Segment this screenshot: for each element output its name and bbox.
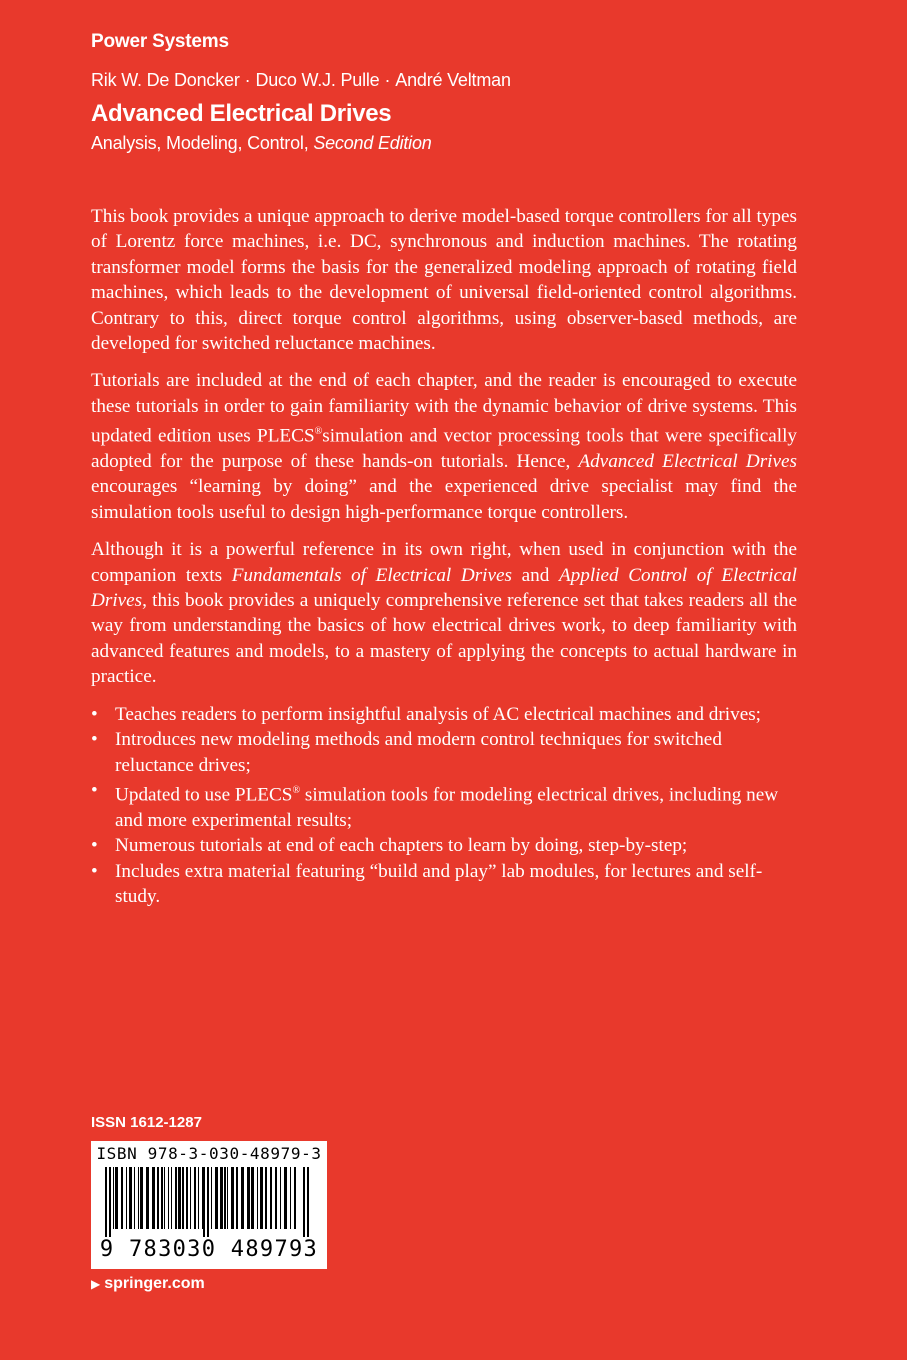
feature-list-item (91, 859, 797, 910)
barcode-bar (215, 1167, 218, 1229)
barcode-bar (303, 1167, 305, 1237)
arrow-right-icon: ▶ (91, 1277, 101, 1291)
bullet-icon: • (91, 703, 98, 725)
isbn-barcode (91, 1141, 327, 1269)
barcode-bar (152, 1167, 155, 1229)
feature-text: simulation tools for modeling electrical drives, including new and more experimental results; (115, 784, 779, 831)
barcode-bar (146, 1167, 149, 1229)
barcode-bar (290, 1167, 291, 1229)
description-paragraph (91, 368, 797, 525)
registered-mark: ® (314, 426, 323, 438)
paragraph-text: , this book provides a uniquely comprehensive reference set that takes readers all the way from understanding the basics of how electrical drives work, to deep familiarity with advanced features and models, to a mastery of applying the concepts to actual hardware in practice. (91, 590, 797, 688)
edition-text: Second Edition (313, 133, 432, 153)
barcode-bar (211, 1167, 212, 1229)
isbn-label: ISBN 978-3-030-48979-3 (96, 1144, 322, 1163)
barcode-bar (134, 1167, 135, 1229)
barcode-bar (203, 1167, 205, 1237)
barcode-bar (307, 1167, 309, 1237)
feature-list-item (91, 778, 797, 833)
barcode-bar (164, 1167, 165, 1229)
bullet-icon: • (91, 729, 98, 751)
feature-text: Includes extra material featuring “build and play” lab modules, for lectures and self-study. (115, 860, 763, 907)
barcode-bar (247, 1167, 250, 1229)
barcode-bar (190, 1167, 191, 1229)
barcode-bar (231, 1167, 234, 1229)
barcode-bar (182, 1167, 184, 1229)
feature-list-item (91, 833, 797, 858)
author-separator: · (244, 70, 251, 90)
author-name: Rik W. De Doncker (91, 70, 240, 90)
barcode-bar (194, 1167, 196, 1229)
description-paragraph: This book provides a unique approach to derive model-based torque controllers for all types of Lorentz force machines, i.e. DC, synchronous and induction machines. The rotating transformer model forms the basis for the generalized modeling approach of rotating field machines, which leads to the development of universal field-oriented control algorithms. Contrary to this, direct torque control algorithms, using observer-based methods, are developed for switched reluctance machines. (91, 206, 798, 355)
barcode-bar (168, 1167, 169, 1229)
barcode-bar (260, 1167, 263, 1229)
barcode-bar (257, 1167, 258, 1229)
barcode-bar (284, 1167, 287, 1229)
feature-list (91, 702, 797, 910)
barcode-bar (129, 1167, 132, 1229)
barcode-bar (157, 1167, 159, 1229)
author-list (91, 70, 511, 91)
bullet-icon: • (91, 860, 98, 882)
barcode-bar (126, 1167, 127, 1229)
book-title-reference: Fundamentals of Electrical Drives (231, 564, 513, 586)
barcode-bar (220, 1167, 223, 1229)
barcode-bar (227, 1167, 228, 1229)
feature-text: Numerous tutorials at end of each chapters to learn by doing, step-by-step; (115, 835, 688, 857)
barcode-bar (280, 1167, 281, 1229)
barcode-bar (224, 1167, 226, 1229)
barcode-bar (105, 1167, 107, 1237)
barcode-bar (140, 1167, 143, 1229)
barcode-bar (207, 1167, 209, 1237)
author-separator: · (384, 70, 391, 90)
issn-number: ISSN 1612-1287 (91, 1114, 202, 1131)
barcode-bar (161, 1167, 163, 1229)
bullet-icon: • (91, 779, 98, 801)
feature-text: Introduces new modeling methods and modern control techniques for switched reluctance drives; (115, 729, 722, 776)
barcode-bar (236, 1167, 238, 1229)
barcode-bar (198, 1167, 199, 1229)
barcode-bar (171, 1167, 172, 1229)
registered-mark: ® (292, 784, 301, 796)
description-body (91, 204, 797, 909)
book-title-reference: Advanced Electrical Drives (578, 451, 797, 473)
series-name: Power Systems (91, 31, 229, 52)
paragraph-text: and (512, 564, 559, 586)
publisher-website (91, 1275, 205, 1293)
feature-text: Updated to use PLECS (115, 784, 293, 806)
barcode-bar (186, 1167, 188, 1229)
barcode-bars (103, 1167, 315, 1237)
barcode-bar (178, 1167, 181, 1229)
barcode-bar (109, 1167, 111, 1237)
barcode-bar (265, 1167, 267, 1229)
barcode-bar (115, 1167, 118, 1229)
paragraph-text: Although it is a powerful reference in its own right, when used in conjunction with the companion texts (91, 539, 797, 586)
barcode-bar (251, 1167, 254, 1229)
feature-list-item (91, 702, 797, 727)
barcode-bar (138, 1167, 139, 1229)
barcode-bar (294, 1167, 296, 1229)
barcode-bar (121, 1167, 123, 1229)
subtitle-text: Analysis, Modeling, Control, (91, 133, 314, 153)
paragraph-text: Tutorials are included at the end of each chapter, and the reader is encouraged to execute these tutorials in order to gain familiarity with the dynamic behavior of drive systems. This updated edition uses PLECS (91, 370, 797, 447)
publisher-url: springer.com (104, 1275, 205, 1292)
barcode-digits: 9 783030 489793 (99, 1237, 319, 1262)
barcode-bar (113, 1167, 114, 1229)
paragraph-text: simulation and vector processing tools that were specifically adopted for the purpose of these hands-on tutorials. Hence, (91, 425, 797, 473)
barcode-bar (175, 1167, 177, 1229)
paragraph-text: encourages “learning by doing” and the experienced drive specialist may find the simulation tools useful to design high-performance torque controllers. (91, 476, 797, 523)
barcode-bar (270, 1167, 272, 1229)
feature-list-item (91, 727, 797, 778)
author-name: Duco W.J. Pulle (255, 70, 380, 90)
barcode-bar (275, 1167, 277, 1229)
feature-text: Teaches readers to perform insightful analysis of AC electrical machines and drives; (115, 703, 762, 725)
author-name: André Veltman (395, 70, 511, 90)
description-paragraph (91, 537, 797, 689)
bullet-icon: • (91, 835, 98, 857)
book-title-reference: Applied Control of Electrical Drives (91, 564, 797, 612)
barcode-bar (241, 1167, 244, 1229)
book-title: Advanced Electrical Drives (91, 100, 392, 127)
book-subtitle (91, 133, 432, 154)
